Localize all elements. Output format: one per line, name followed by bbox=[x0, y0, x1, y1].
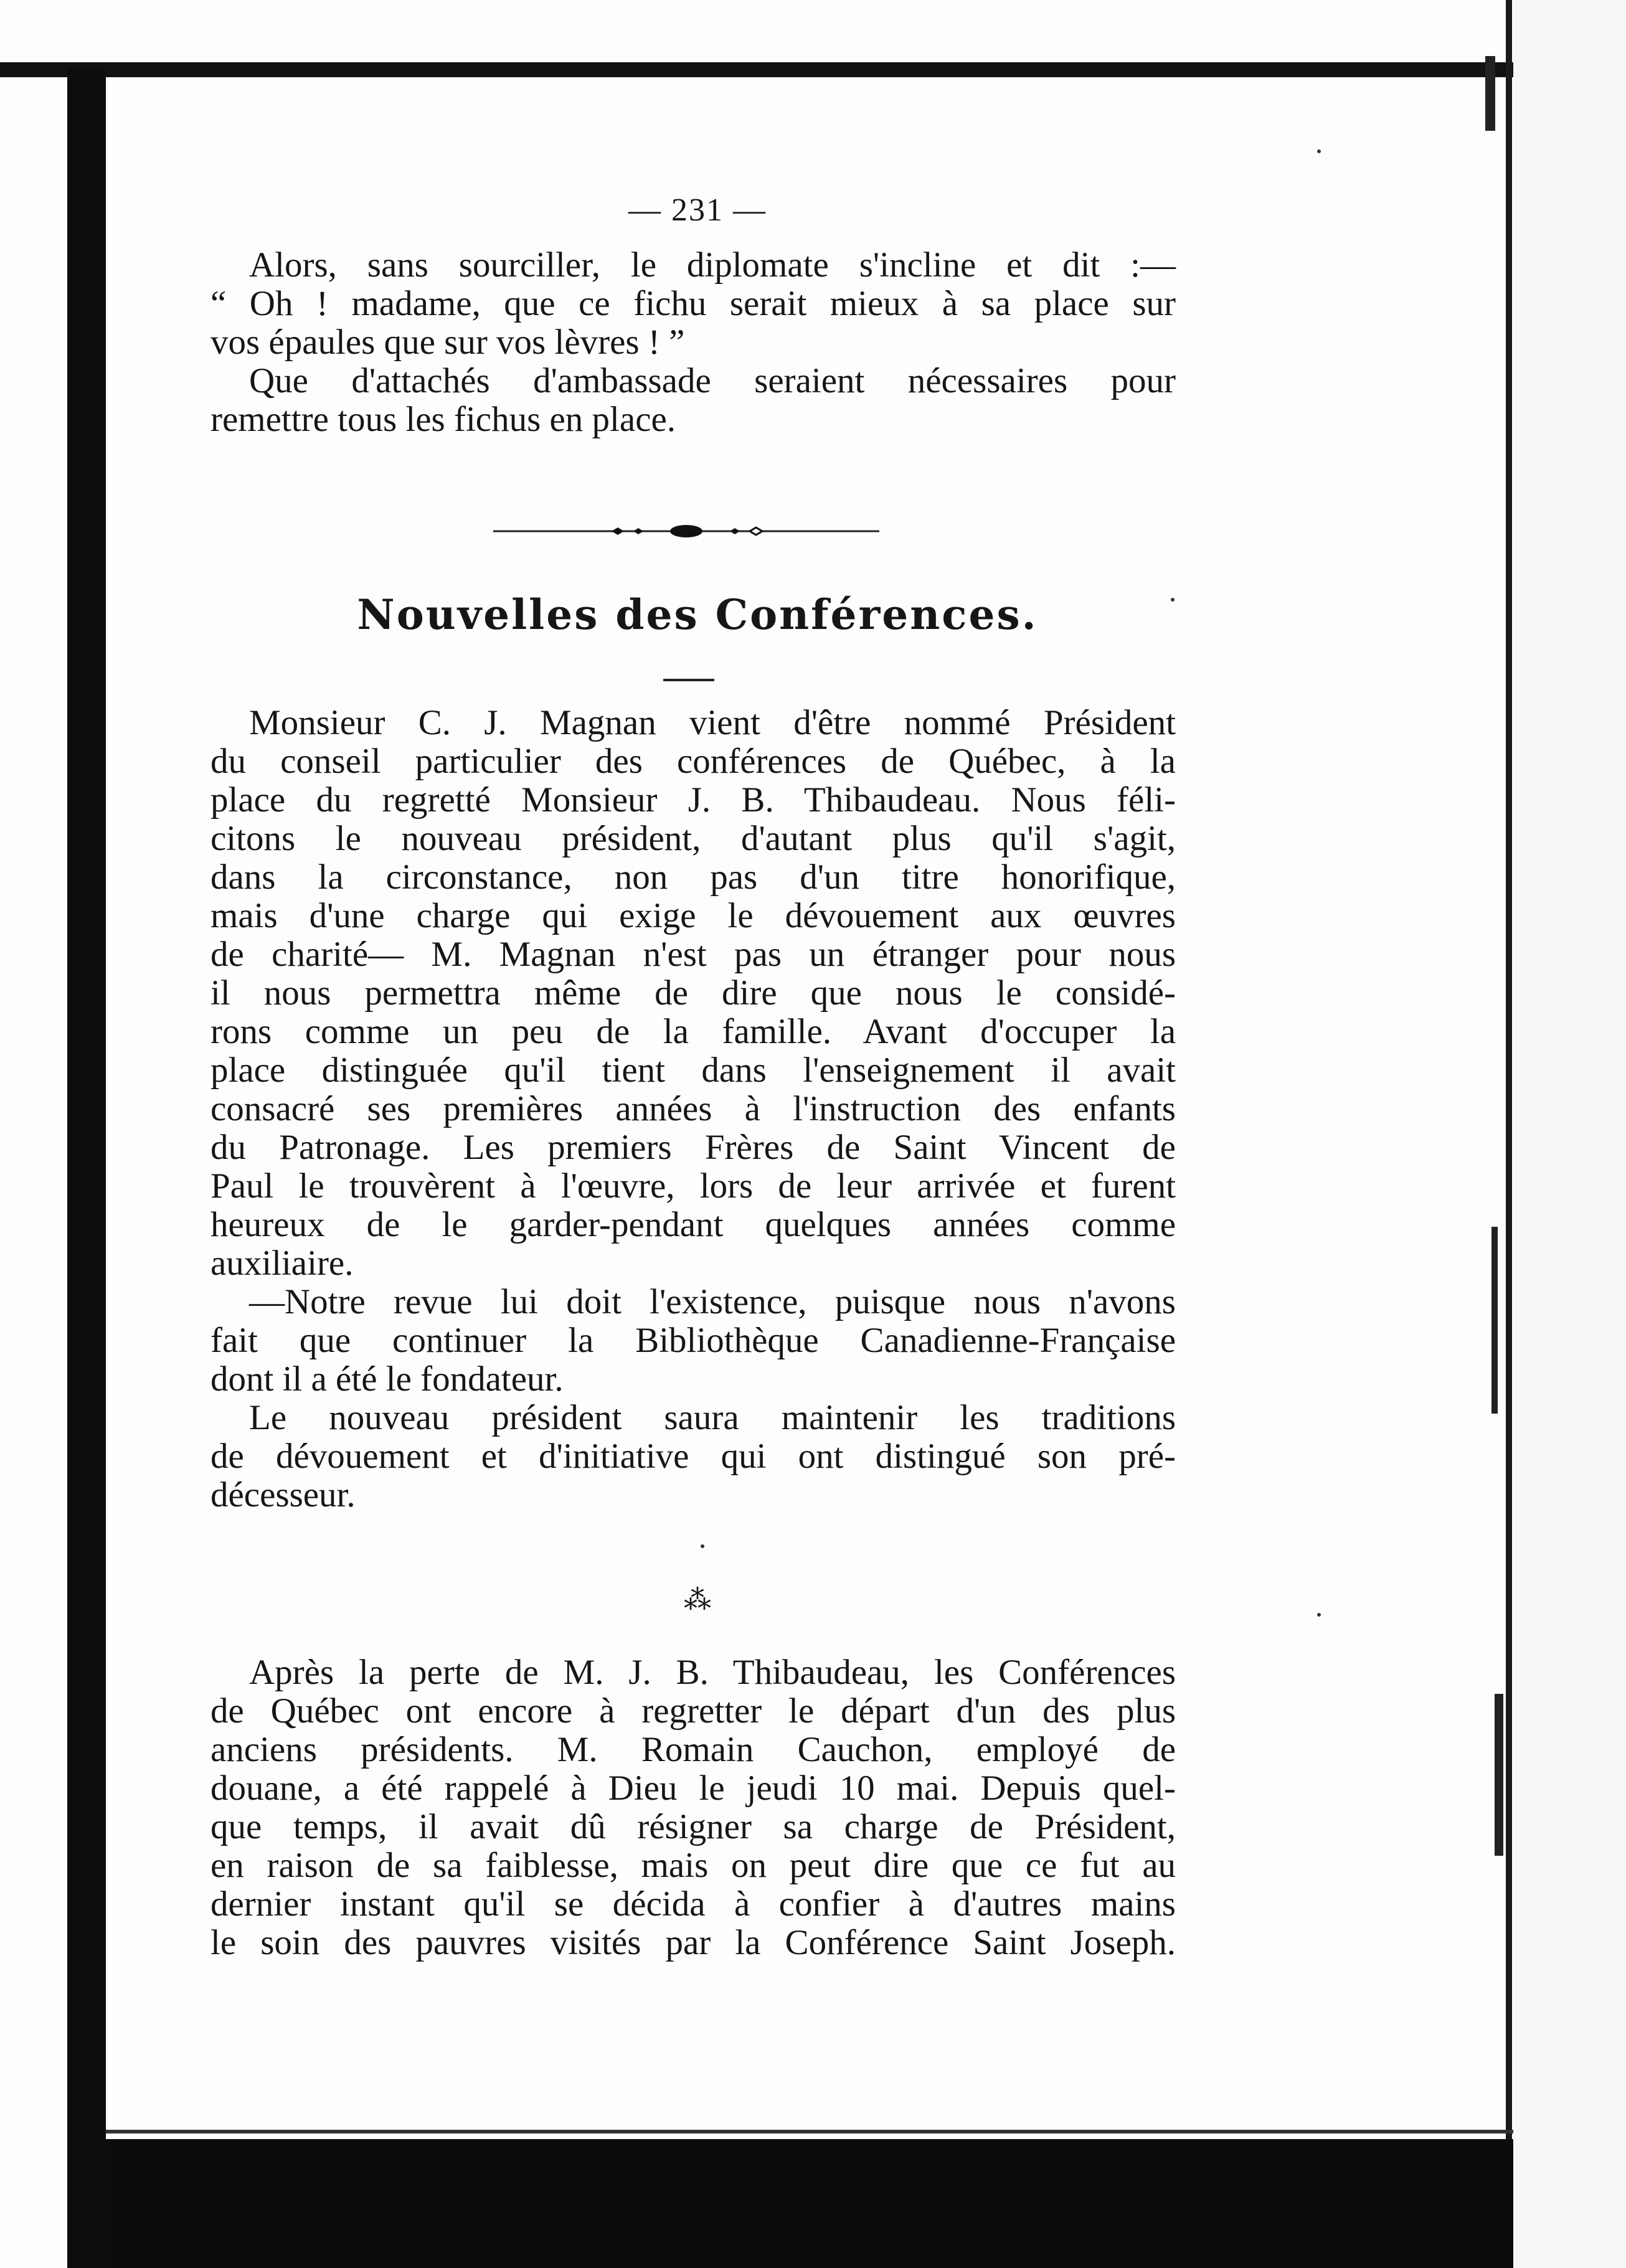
section-heading: Nouvelles des Conférences. bbox=[357, 590, 1038, 639]
text-line: décesseur. bbox=[210, 1475, 356, 1514]
body-paragraph bbox=[210, 704, 1176, 1514]
ornamental-divider bbox=[493, 522, 879, 541]
text-line: le soin des pauvres visités par la Conférence Saint Joseph. bbox=[210, 1923, 1176, 1962]
text-line: de dévouement et d'initiative qui ont distingué son pré- bbox=[210, 1437, 1176, 1476]
text-line: —Notre revue lui doit l'existence, puisque nous n'avons bbox=[249, 1282, 1176, 1321]
scan-left-border bbox=[67, 69, 106, 2268]
scan-right-fragment bbox=[1495, 1694, 1503, 1856]
text-line: rons comme un peu de la famille. Avant d'occuper la bbox=[210, 1012, 1176, 1051]
scan-bottom-line bbox=[106, 2130, 1513, 2133]
heading-rule bbox=[663, 679, 714, 681]
text-line: Le nouveau président saura maintenir les traditions bbox=[249, 1398, 1176, 1437]
intro-paragraph bbox=[210, 246, 1176, 439]
text-line: heureux de le garder-pendant quelques années comme bbox=[210, 1205, 1176, 1244]
text-line: place distinguée qu'il tient dans l'enseignement il avait bbox=[210, 1051, 1176, 1090]
text-line: Que d'attachés d'ambassade seraient nécessaires pour bbox=[249, 361, 1176, 400]
scan-speck bbox=[1317, 149, 1321, 153]
asterism: ⁂ bbox=[684, 1585, 711, 1615]
text-line: fait que continuer la Bibliothèque Canadienne-Française bbox=[210, 1321, 1176, 1360]
text-line: du conseil particulier des conférences de Québec, à la bbox=[210, 742, 1176, 781]
text-line: mais d'une charge qui exige le dévouement aux œuvres bbox=[210, 896, 1176, 935]
scan-bottom-border bbox=[106, 2139, 1513, 2268]
page-number: — 231 — bbox=[628, 192, 767, 228]
scan-right-fragment bbox=[1485, 56, 1495, 131]
text-line: en raison de sa faiblesse, mais on peut dire que ce fut au bbox=[210, 1846, 1176, 1885]
text-line: de charité— M. Magnan n'est pas un étranger pour nous bbox=[210, 935, 1176, 974]
text-line: auxiliaire. bbox=[210, 1244, 354, 1283]
scan-right-margin bbox=[1513, 0, 1626, 2268]
text-line: consacré ses premières années à l'instruction des enfants bbox=[210, 1089, 1176, 1128]
text-line: que temps, il avait dû résigner sa charge de Président, bbox=[210, 1807, 1176, 1846]
closing-paragraph bbox=[210, 1653, 1176, 1962]
text-line: place du regretté Monsieur J. B. Thibaudeau. Nous féli- bbox=[210, 780, 1176, 820]
scan-top-border bbox=[0, 62, 1532, 77]
text-line: vos épaules que sur vos lèvres ! ” bbox=[210, 323, 685, 362]
text-line: citons le nouveau président, d'autant plus qu'il s'agit, bbox=[210, 819, 1176, 858]
text-line: Monsieur C. J. Magnan vient d'être nommé Président bbox=[249, 703, 1176, 742]
scan-right-fragment bbox=[1491, 1227, 1498, 1414]
scan-speck bbox=[701, 1544, 704, 1548]
text-line: dans la circonstance, non pas d'un titre honorifique, bbox=[210, 858, 1176, 897]
scan-right-border bbox=[1506, 0, 1512, 2268]
text-line: anciens présidents. M. Romain Cauchon, employé de bbox=[210, 1730, 1176, 1769]
text-line: il nous permettra même de dire que nous le considé- bbox=[210, 973, 1176, 1013]
text-line: remettre tous les fichus en place. bbox=[210, 400, 676, 439]
text-line: “ Oh ! madame, que ce fichu serait mieux à sa place sur bbox=[210, 284, 1176, 323]
text-line: du Patronage. Les premiers Frères de Saint Vincent de bbox=[210, 1128, 1176, 1167]
text-line: douane, a été rappelé à Dieu le jeudi 10 mai. Depuis quel- bbox=[210, 1769, 1176, 1808]
scan-speck bbox=[1171, 598, 1175, 602]
scan-speck bbox=[1317, 1613, 1321, 1617]
text-line: Après la perte de M. J. B. Thibaudeau, les Conférences bbox=[249, 1653, 1176, 1692]
text-line: de Québec ont encore à regretter le départ d'un des plus bbox=[210, 1691, 1176, 1731]
text-line: Alors, sans sourciller, le diplomate s'incline et dit :— bbox=[249, 245, 1176, 285]
text-line: Paul le trouvèrent à l'œuvre, lors de leur arrivée et furent bbox=[210, 1166, 1176, 1206]
text-line: dont il a été le fondateur. bbox=[210, 1359, 564, 1399]
text-line: dernier instant qu'il se décida à confier à d'autres mains bbox=[210, 1884, 1176, 1924]
